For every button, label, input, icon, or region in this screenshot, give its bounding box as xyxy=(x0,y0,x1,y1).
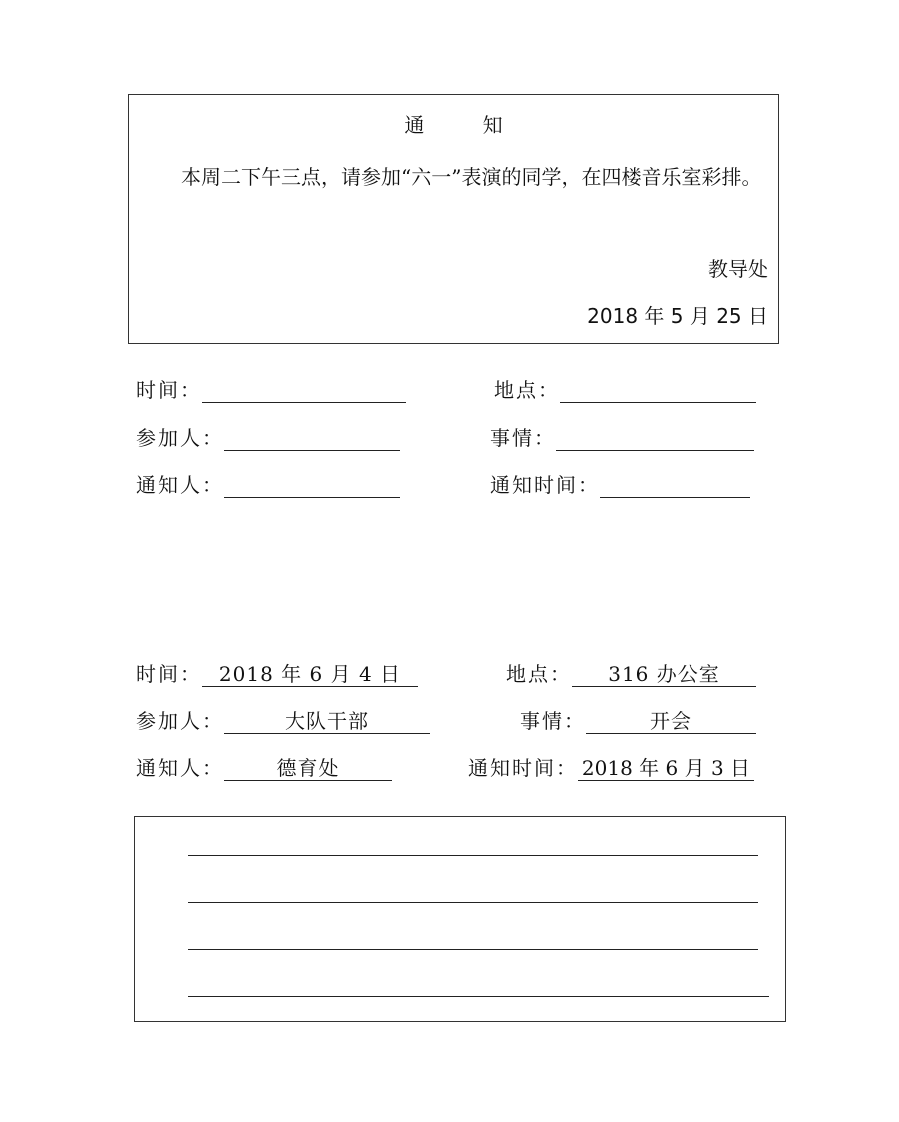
blank-time-label: 时间： xyxy=(136,378,202,402)
filled-participants-value[interactable]: 大队干部 xyxy=(224,709,430,734)
notice-title: 通 知 xyxy=(404,113,529,137)
filled-notifier-field xyxy=(136,752,392,781)
notice-date: 2018 年 5 月 25 日 xyxy=(587,304,768,328)
filled-matter-label: 事情： xyxy=(520,709,586,733)
blank-participants-input[interactable] xyxy=(224,429,400,451)
filled-notice-time-field xyxy=(468,752,754,781)
blank-notice-time-input[interactable] xyxy=(600,476,750,498)
blank-place-label: 地点： xyxy=(494,378,560,402)
blank-notifier-field xyxy=(136,469,400,498)
filled-place-label: 地点： xyxy=(506,662,572,686)
blank-matter-field xyxy=(490,422,754,451)
filled-notifier-value[interactable]: 德育处 xyxy=(224,756,392,781)
blank-time-input[interactable] xyxy=(202,381,406,403)
filled-participants-field xyxy=(136,705,430,734)
blank-matter-input[interactable] xyxy=(556,429,754,451)
filled-matter-field xyxy=(520,705,756,734)
filled-notifier-label: 通知人： xyxy=(136,756,224,780)
blank-place-field xyxy=(494,374,756,403)
blank-notifier-input[interactable] xyxy=(224,476,400,498)
notice-body: 本周二下午三点，请参加“六一”表演的同学，在四楼音乐室彩排。 xyxy=(181,165,762,189)
blank-participants-field xyxy=(136,422,400,451)
filled-time-label: 时间： xyxy=(136,662,202,686)
writing-line-3[interactable] xyxy=(188,949,758,950)
notice-box xyxy=(128,94,779,344)
filled-time-value[interactable]: 2018 年 6 月 4 日 xyxy=(202,662,418,687)
blank-time-field xyxy=(136,374,406,403)
filled-time-field xyxy=(136,658,418,687)
blank-notifier-label: 通知人： xyxy=(136,473,224,497)
blank-participants-label: 参加人： xyxy=(136,426,224,450)
notice-signer: 教导处 xyxy=(708,257,768,281)
blank-place-input[interactable] xyxy=(560,381,756,403)
filled-matter-value[interactable]: 开会 xyxy=(586,709,756,734)
blank-notice-time-label: 通知时间： xyxy=(490,473,600,497)
blank-matter-label: 事情： xyxy=(490,426,556,450)
blank-notice-time-field xyxy=(490,469,750,498)
writing-line-2[interactable] xyxy=(188,902,758,903)
writing-line-1[interactable] xyxy=(188,855,758,856)
filled-notice-time-value[interactable]: 2018 年 6 月 3 日 xyxy=(578,756,754,781)
filled-notice-time-label: 通知时间： xyxy=(468,756,578,780)
filled-place-value[interactable]: 316 办公室 xyxy=(572,662,756,687)
writing-box xyxy=(134,816,786,1022)
writing-line-4[interactable] xyxy=(188,996,769,997)
filled-participants-label: 参加人： xyxy=(136,709,224,733)
filled-place-field xyxy=(506,658,756,687)
